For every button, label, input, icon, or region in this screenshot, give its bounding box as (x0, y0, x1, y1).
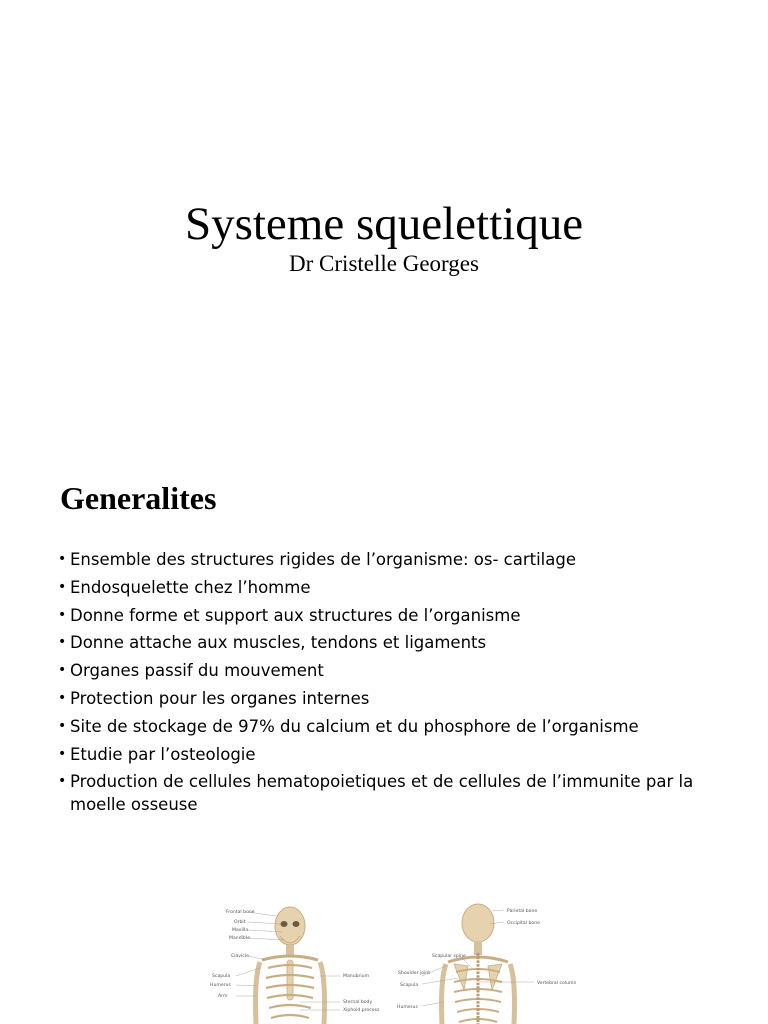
bullet-text: Donne forme et support aux structures de l’organisme (70, 605, 521, 625)
neck (474, 941, 482, 955)
figure-label: Scapula (400, 983, 419, 988)
figure-label: Maxilla (232, 928, 249, 933)
bullet-icon: • (58, 662, 67, 679)
figure-label: Arm (218, 994, 228, 999)
bullet-item (58, 743, 718, 766)
bullet-icon: • (58, 689, 67, 706)
section-heading: Generalites (60, 480, 217, 516)
eye-socket (281, 921, 288, 927)
arm (442, 964, 447, 1024)
arm (510, 964, 515, 1024)
skeleton-back-view (397, 904, 576, 1024)
figure-label: Sternal body (343, 1000, 373, 1005)
content-slide (0, 450, 768, 1024)
bullet-text: Ensemble des structures rigides de l’organisme: os- cartilage (70, 550, 577, 569)
figure-label: Clavicle (231, 954, 249, 959)
eye-socket (293, 921, 300, 927)
bullet-icon: • (58, 773, 67, 790)
title-slide (0, 0, 768, 450)
skull (462, 904, 494, 942)
slide-title: Systeme squelettique (184, 198, 584, 250)
figure-label: Xiphoid process (343, 1008, 380, 1013)
shoulder (320, 962, 325, 1024)
bullet-icon: • (58, 717, 67, 734)
bullet-item (58, 548, 718, 571)
figure-label: Frontal bone (226, 910, 255, 915)
bullet-text: Endosquelette chez l’homme (70, 577, 311, 597)
slide-subtitle-author: Dr Cristelle Georges (289, 251, 479, 276)
bullet-item (58, 715, 718, 738)
bullet-text: Site de stockage de 97% du calcium et du phosphore de l’organisme (70, 716, 639, 736)
bullet-list (58, 548, 718, 821)
bullet-item (58, 659, 718, 682)
neck (286, 945, 294, 955)
bullet-text: Protection pour les organes internes (70, 688, 370, 708)
bullet-icon: • (58, 634, 67, 651)
clavicles (262, 956, 318, 960)
bullet-icon: • (58, 578, 67, 595)
scapula (454, 964, 468, 990)
bullet-icon: • (58, 745, 67, 762)
skeleton-front-view (210, 907, 380, 1024)
bullet-item (58, 687, 718, 710)
bullet-item (58, 576, 718, 599)
figure-label: Vertebral column (537, 981, 577, 986)
bullet-icon: • (58, 606, 67, 623)
figure-label: Orbit (234, 920, 246, 925)
figure-label: Humerus (397, 1005, 418, 1010)
figure-label: Scapula (212, 974, 231, 979)
bullet-icon: • (58, 551, 67, 567)
bullet-text: Organes passif du mouvement (70, 661, 324, 681)
bullet-item (58, 604, 718, 627)
bullet-item (58, 631, 718, 654)
figure-label: Occipital bone (507, 921, 540, 926)
bullet-text: Donne attache aux muscles, tendons et ligaments (70, 633, 487, 653)
figure-label: Parietal bone (507, 909, 538, 914)
bullet-text: Production de cellules hematopoietiques et de cellules de l’immunite par la moelle osseuse (70, 772, 694, 815)
figure-label: Mandible (229, 936, 250, 941)
shoulder (256, 962, 261, 1024)
figure-label: Scapular spine (432, 954, 466, 959)
figure-label: Manubrium (343, 974, 370, 979)
scapula (488, 964, 502, 990)
figure-label: Shoulder joint (398, 971, 430, 976)
skeleton-illustration (200, 898, 600, 1024)
bullet-text: Etudie par l’osteologie (70, 744, 256, 764)
figure-label: Humerus (210, 983, 231, 988)
bullet-item (58, 770, 718, 816)
